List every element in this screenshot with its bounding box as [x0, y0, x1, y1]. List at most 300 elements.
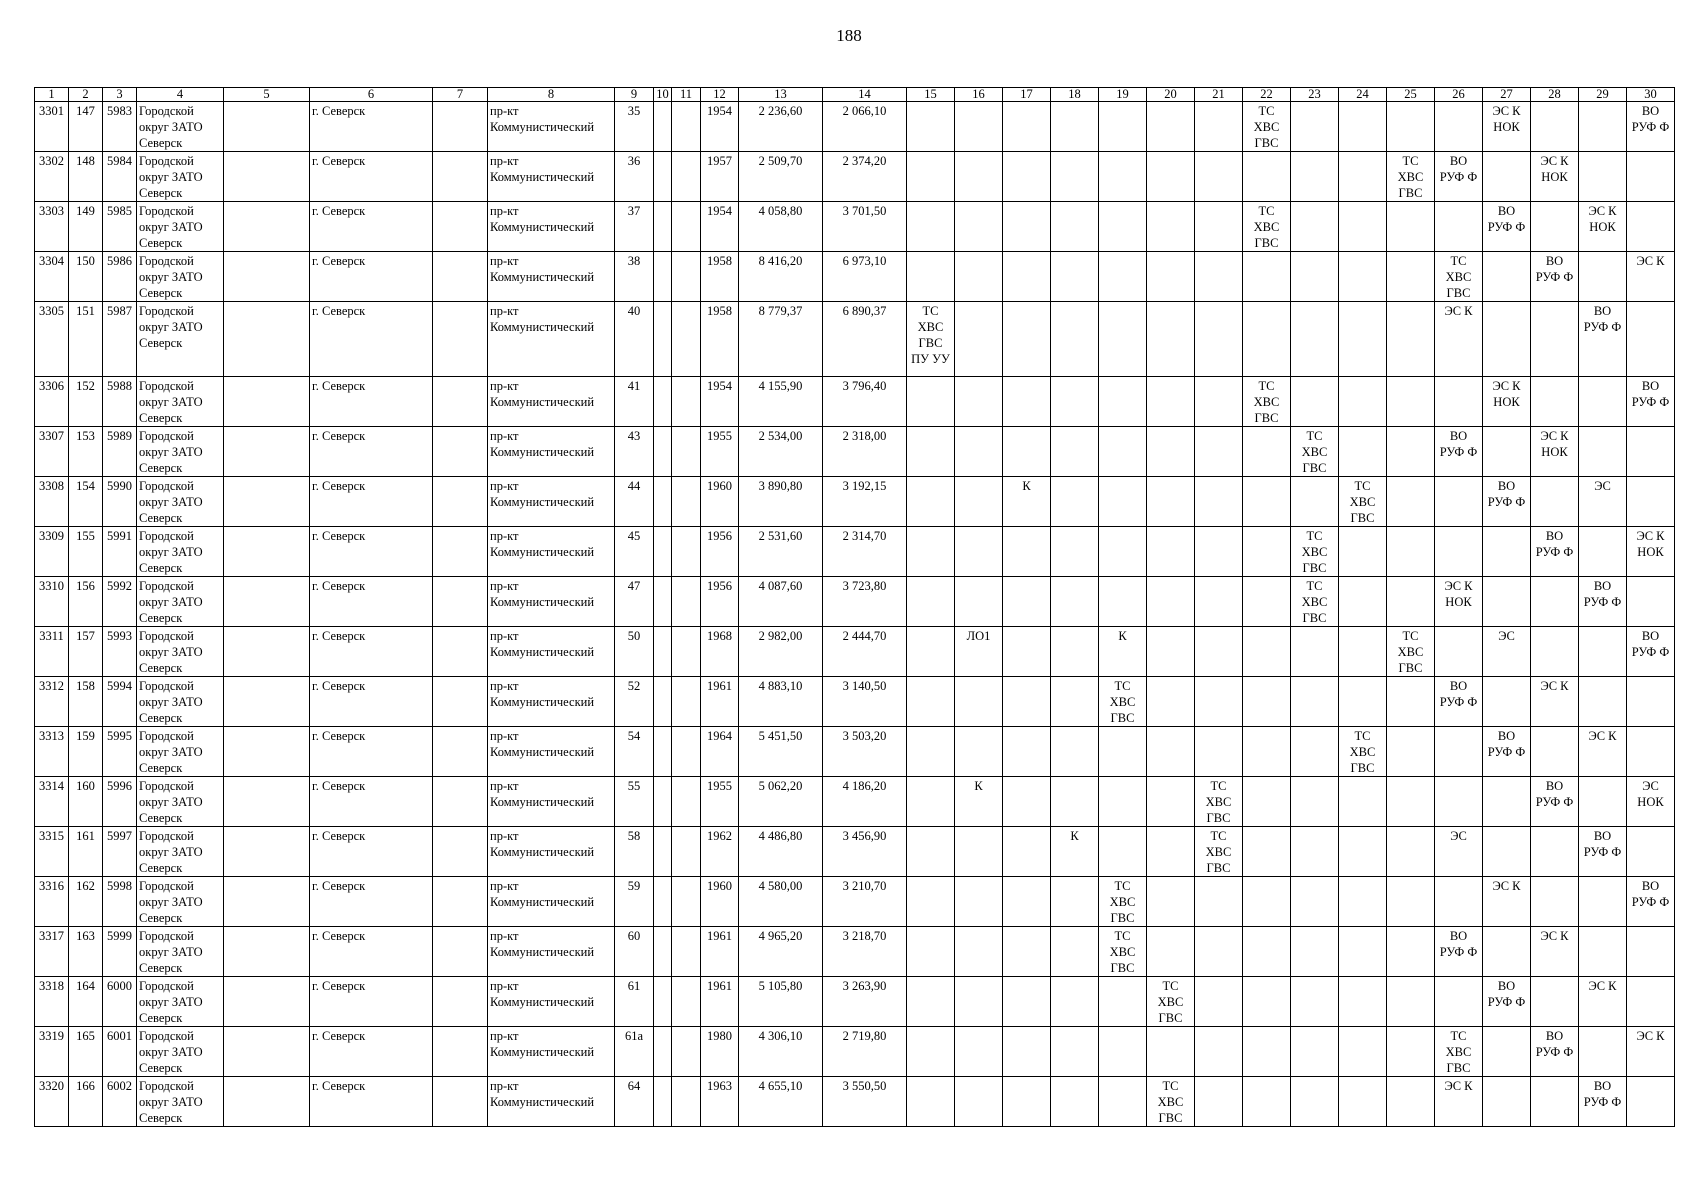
cell-col-14: 3 503,20 [823, 727, 907, 777]
cell-col-16 [955, 302, 1003, 377]
cell-col-21 [1195, 302, 1243, 377]
cell-col-25 [1387, 102, 1435, 152]
cell-col-11 [672, 1077, 701, 1127]
cell-col-20 [1147, 727, 1195, 777]
cell-col-18 [1051, 1027, 1099, 1077]
cell-col-20 [1147, 152, 1195, 202]
cell-col-22 [1243, 727, 1291, 777]
cell-col-7 [433, 877, 488, 927]
cell-col-11 [672, 477, 701, 527]
cell-col-25 [1387, 527, 1435, 577]
cell-col-16 [955, 427, 1003, 477]
cell-col-12: 1962 [701, 827, 739, 877]
cell-col-23: ТС ХВС ГВС [1291, 527, 1339, 577]
cell-col-9: 38 [615, 252, 654, 302]
cell-col-12: 1954 [701, 102, 739, 152]
cell-col-26 [1435, 877, 1483, 927]
cell-col-2: 166 [69, 1077, 103, 1127]
cell-col-10 [654, 977, 672, 1027]
cell-col-16: К [955, 777, 1003, 827]
cell-col-3: 5991 [103, 527, 137, 577]
cell-col-18 [1051, 677, 1099, 727]
cell-col-26: ЭС [1435, 827, 1483, 877]
cell-col-13: 4 883,10 [739, 677, 823, 727]
cell-col-25 [1387, 477, 1435, 527]
cell-col-9: 35 [615, 102, 654, 152]
cell-col-19: ТС ХВС ГВС [1099, 877, 1147, 927]
cell-col-24 [1339, 927, 1387, 977]
cell-col-9: 59 [615, 877, 654, 927]
cell-col-27 [1483, 302, 1531, 377]
cell-col-28: ВО РУФ Ф [1531, 252, 1579, 302]
table-row [35, 202, 1675, 252]
cell-col-4: Городской округ ЗАТО Северск [137, 427, 224, 477]
cell-col-21 [1195, 102, 1243, 152]
cell-col-13: 4 965,20 [739, 927, 823, 977]
table-row [35, 1077, 1675, 1127]
page-number: 188 [836, 26, 862, 45]
cell-col-19 [1099, 1027, 1147, 1077]
cell-col-6: г. Северск [310, 827, 433, 877]
cell-col-15 [907, 727, 955, 777]
cell-col-5 [224, 252, 310, 302]
cell-col-1: 3315 [35, 827, 69, 877]
cell-col-24 [1339, 102, 1387, 152]
cell-col-30: ВО РУФ Ф [1627, 377, 1675, 427]
cell-col-6: г. Северск [310, 877, 433, 927]
cell-col-30 [1627, 677, 1675, 727]
cell-col-29 [1579, 627, 1627, 677]
cell-col-29 [1579, 252, 1627, 302]
cell-col-14: 4 186,20 [823, 777, 907, 827]
cell-col-14: 3 796,40 [823, 377, 907, 427]
cell-col-4: Городской округ ЗАТО Северск [137, 1077, 224, 1127]
cell-col-2: 155 [69, 527, 103, 577]
cell-col-11 [672, 877, 701, 927]
cell-col-30: ВО РУФ Ф [1627, 102, 1675, 152]
cell-col-8: пр-кт Коммунистический [488, 727, 615, 777]
header-col-2: 2 [69, 88, 103, 102]
cell-col-3: 5985 [103, 202, 137, 252]
cell-col-15: ТС ХВС ГВС ПУ УУ [907, 302, 955, 377]
cell-col-16 [955, 152, 1003, 202]
cell-col-26: ТС ХВС ГВС [1435, 252, 1483, 302]
cell-col-12: 1980 [701, 1027, 739, 1077]
cell-col-23 [1291, 627, 1339, 677]
cell-col-14: 2 318,00 [823, 427, 907, 477]
cell-col-19 [1099, 102, 1147, 152]
cell-col-23 [1291, 927, 1339, 977]
cell-col-10 [654, 252, 672, 302]
cell-col-9: 58 [615, 827, 654, 877]
cell-col-21: ТС ХВС ГВС [1195, 827, 1243, 877]
cell-col-29: ВО РУФ Ф [1579, 827, 1627, 877]
cell-col-11 [672, 377, 701, 427]
cell-col-1: 3312 [35, 677, 69, 727]
cell-col-10 [654, 202, 672, 252]
cell-col-17 [1003, 627, 1051, 677]
cell-col-8: пр-кт Коммунистический [488, 252, 615, 302]
cell-col-30: ЭС К [1627, 1027, 1675, 1077]
cell-col-13: 4 058,80 [739, 202, 823, 252]
cell-col-29: ЭС К НОК [1579, 202, 1627, 252]
cell-col-7 [433, 202, 488, 252]
cell-col-19 [1099, 252, 1147, 302]
cell-col-13: 4 306,10 [739, 1027, 823, 1077]
cell-col-18 [1051, 477, 1099, 527]
cell-col-16 [955, 252, 1003, 302]
cell-col-6: г. Северск [310, 152, 433, 202]
cell-col-21: ТС ХВС ГВС [1195, 777, 1243, 827]
cell-col-17 [1003, 1027, 1051, 1077]
cell-col-23 [1291, 302, 1339, 377]
cell-col-30: ЭС НОК [1627, 777, 1675, 827]
cell-col-2: 163 [69, 927, 103, 977]
cell-col-15 [907, 377, 955, 427]
cell-col-8: пр-кт Коммунистический [488, 202, 615, 252]
cell-col-17 [1003, 777, 1051, 827]
cell-col-11 [672, 627, 701, 677]
header-col-29: 29 [1579, 88, 1627, 102]
cell-col-8: пр-кт Коммунистический [488, 927, 615, 977]
cell-col-26: ВО РУФ Ф [1435, 152, 1483, 202]
cell-col-20 [1147, 527, 1195, 577]
cell-col-21 [1195, 427, 1243, 477]
cell-col-10 [654, 677, 672, 727]
cell-col-11 [672, 302, 701, 377]
table-row [35, 102, 1675, 152]
cell-col-24 [1339, 527, 1387, 577]
cell-col-21 [1195, 152, 1243, 202]
cell-col-13: 2 534,00 [739, 427, 823, 477]
cell-col-6: г. Северск [310, 302, 433, 377]
cell-col-22 [1243, 1027, 1291, 1077]
cell-col-8: пр-кт Коммунистический [488, 627, 615, 677]
cell-col-19 [1099, 202, 1147, 252]
cell-col-4: Городской округ ЗАТО Северск [137, 727, 224, 777]
cell-col-7 [433, 577, 488, 627]
cell-col-27 [1483, 577, 1531, 627]
cell-col-11 [672, 777, 701, 827]
cell-col-24 [1339, 427, 1387, 477]
cell-col-10 [654, 377, 672, 427]
cell-col-27 [1483, 1027, 1531, 1077]
cell-col-3: 5986 [103, 252, 137, 302]
header-col-5: 5 [224, 88, 310, 102]
cell-col-9: 60 [615, 927, 654, 977]
cell-col-24 [1339, 677, 1387, 727]
cell-col-4: Городской округ ЗАТО Северск [137, 477, 224, 527]
cell-col-9: 64 [615, 1077, 654, 1127]
cell-col-18 [1051, 627, 1099, 677]
cell-col-19 [1099, 527, 1147, 577]
cell-col-14: 3 550,50 [823, 1077, 907, 1127]
cell-col-15 [907, 252, 955, 302]
cell-col-25 [1387, 827, 1435, 877]
cell-col-12: 1954 [701, 377, 739, 427]
cell-col-9: 37 [615, 202, 654, 252]
cell-col-21 [1195, 477, 1243, 527]
table-row [35, 627, 1675, 677]
cell-col-24 [1339, 827, 1387, 877]
table-row [35, 252, 1675, 302]
cell-col-26: ВО РУФ Ф [1435, 677, 1483, 727]
cell-col-17 [1003, 102, 1051, 152]
cell-col-17 [1003, 977, 1051, 1027]
cell-col-9: 41 [615, 377, 654, 427]
cell-col-11 [672, 977, 701, 1027]
cell-col-24: ТС ХВС ГВС [1339, 477, 1387, 527]
cell-col-27 [1483, 827, 1531, 877]
cell-col-26: ЭС К [1435, 1077, 1483, 1127]
cell-col-4: Городской округ ЗАТО Северск [137, 102, 224, 152]
cell-col-22 [1243, 877, 1291, 927]
cell-col-30 [1627, 577, 1675, 627]
cell-col-17 [1003, 1077, 1051, 1127]
cell-col-13: 4 155,90 [739, 377, 823, 427]
cell-col-17 [1003, 677, 1051, 727]
table-row [35, 777, 1675, 827]
cell-col-2: 159 [69, 727, 103, 777]
cell-col-16 [955, 202, 1003, 252]
cell-col-15 [907, 1027, 955, 1077]
cell-col-2: 161 [69, 827, 103, 877]
cell-col-22 [1243, 577, 1291, 627]
cell-col-4: Городской округ ЗАТО Северск [137, 302, 224, 377]
cell-col-7 [433, 927, 488, 977]
cell-col-20 [1147, 102, 1195, 152]
cell-col-3: 5984 [103, 152, 137, 202]
cell-col-27 [1483, 1077, 1531, 1127]
cell-col-20: ТС ХВС ГВС [1147, 977, 1195, 1027]
cell-col-7 [433, 302, 488, 377]
cell-col-16 [955, 727, 1003, 777]
cell-col-21 [1195, 202, 1243, 252]
table-row [35, 477, 1675, 527]
cell-col-23 [1291, 377, 1339, 427]
cell-col-2: 147 [69, 102, 103, 152]
cell-col-10 [654, 527, 672, 577]
cell-col-22 [1243, 1077, 1291, 1127]
cell-col-6: г. Северск [310, 927, 433, 977]
cell-col-1: 3310 [35, 577, 69, 627]
cell-col-22: ТС ХВС ГВС [1243, 377, 1291, 427]
cell-col-23 [1291, 152, 1339, 202]
cell-col-15 [907, 777, 955, 827]
header-col-15: 15 [907, 88, 955, 102]
cell-col-30 [1627, 427, 1675, 477]
cell-col-15 [907, 577, 955, 627]
header-col-18: 18 [1051, 88, 1099, 102]
cell-col-28 [1531, 202, 1579, 252]
cell-col-3: 5996 [103, 777, 137, 827]
cell-col-8: пр-кт Коммунистический [488, 1027, 615, 1077]
cell-col-20 [1147, 1027, 1195, 1077]
cell-col-10 [654, 302, 672, 377]
cell-col-18 [1051, 727, 1099, 777]
cell-col-24 [1339, 1027, 1387, 1077]
cell-col-5 [224, 477, 310, 527]
cell-col-23 [1291, 1077, 1339, 1127]
cell-col-6: г. Северск [310, 202, 433, 252]
cell-col-3: 5998 [103, 877, 137, 927]
cell-col-23 [1291, 202, 1339, 252]
cell-col-2: 165 [69, 1027, 103, 1077]
cell-col-5 [224, 1077, 310, 1127]
cell-col-6: г. Северск [310, 627, 433, 677]
cell-col-26: ВО РУФ Ф [1435, 927, 1483, 977]
cell-col-18 [1051, 427, 1099, 477]
cell-col-5 [224, 977, 310, 1027]
cell-col-18 [1051, 877, 1099, 927]
cell-col-6: г. Северск [310, 1027, 433, 1077]
header-col-10: 10 [654, 88, 672, 102]
header-col-8: 8 [488, 88, 615, 102]
cell-col-20 [1147, 477, 1195, 527]
cell-col-15 [907, 927, 955, 977]
cell-col-21 [1195, 1027, 1243, 1077]
cell-col-29 [1579, 677, 1627, 727]
cell-col-4: Городской округ ЗАТО Северск [137, 152, 224, 202]
cell-col-5 [224, 727, 310, 777]
cell-col-23 [1291, 1027, 1339, 1077]
header-col-21: 21 [1195, 88, 1243, 102]
table-row [35, 1027, 1675, 1077]
cell-col-21 [1195, 977, 1243, 1027]
header-col-9: 9 [615, 88, 654, 102]
cell-col-10 [654, 627, 672, 677]
cell-col-13: 2 531,60 [739, 527, 823, 577]
cell-col-23 [1291, 827, 1339, 877]
cell-col-21 [1195, 252, 1243, 302]
cell-col-29 [1579, 427, 1627, 477]
cell-col-28 [1531, 727, 1579, 777]
cell-col-24 [1339, 202, 1387, 252]
cell-col-8: пр-кт Коммунистический [488, 102, 615, 152]
cell-col-15 [907, 877, 955, 927]
cell-col-30: ЭС К [1627, 252, 1675, 302]
cell-col-20 [1147, 827, 1195, 877]
cell-col-16 [955, 827, 1003, 877]
cell-col-24: ТС ХВС ГВС [1339, 727, 1387, 777]
cell-col-5 [224, 302, 310, 377]
cell-col-17 [1003, 577, 1051, 627]
cell-col-26 [1435, 102, 1483, 152]
cell-col-11 [672, 527, 701, 577]
cell-col-14: 2 444,70 [823, 627, 907, 677]
cell-col-29: ВО РУФ Ф [1579, 1077, 1627, 1127]
cell-col-8: пр-кт Коммунистический [488, 302, 615, 377]
cell-col-12: 1960 [701, 477, 739, 527]
cell-col-19 [1099, 302, 1147, 377]
cell-col-10 [654, 1027, 672, 1077]
header-col-27: 27 [1483, 88, 1531, 102]
cell-col-3: 5999 [103, 927, 137, 977]
header-col-26: 26 [1435, 88, 1483, 102]
cell-col-18 [1051, 102, 1099, 152]
cell-col-8: пр-кт Коммунистический [488, 377, 615, 427]
cell-col-11 [672, 1027, 701, 1077]
cell-col-17: К [1003, 477, 1051, 527]
cell-col-26 [1435, 727, 1483, 777]
cell-col-4: Городской округ ЗАТО Северск [137, 377, 224, 427]
table-row [35, 152, 1675, 202]
cell-col-1: 3318 [35, 977, 69, 1027]
cell-col-26: ЭС К [1435, 302, 1483, 377]
cell-col-12: 1957 [701, 152, 739, 202]
cell-col-13: 8 779,37 [739, 302, 823, 377]
cell-col-24 [1339, 252, 1387, 302]
cell-col-16 [955, 927, 1003, 977]
cell-col-5 [224, 377, 310, 427]
cell-col-16: ЛО1 [955, 627, 1003, 677]
cell-col-10 [654, 727, 672, 777]
cell-col-23 [1291, 777, 1339, 827]
cell-col-15 [907, 977, 955, 1027]
cell-col-12: 1961 [701, 677, 739, 727]
cell-col-21 [1195, 577, 1243, 627]
cell-col-15 [907, 527, 955, 577]
cell-col-11 [672, 727, 701, 777]
header-col-1: 1 [35, 88, 69, 102]
cell-col-2: 148 [69, 152, 103, 202]
cell-col-3: 5988 [103, 377, 137, 427]
cell-col-17 [1003, 877, 1051, 927]
cell-col-9: 40 [615, 302, 654, 377]
cell-col-14: 2 314,70 [823, 527, 907, 577]
cell-col-2: 162 [69, 877, 103, 927]
cell-col-10 [654, 427, 672, 477]
cell-col-1: 3304 [35, 252, 69, 302]
cell-col-4: Городской округ ЗАТО Северск [137, 977, 224, 1027]
cell-col-2: 154 [69, 477, 103, 527]
cell-col-24 [1339, 577, 1387, 627]
cell-col-1: 3302 [35, 152, 69, 202]
cell-col-14: 2 066,10 [823, 102, 907, 152]
cell-col-20 [1147, 677, 1195, 727]
cell-col-14: 3 701,50 [823, 202, 907, 252]
cell-col-29: ВО РУФ Ф [1579, 302, 1627, 377]
cell-col-22 [1243, 302, 1291, 377]
cell-col-20 [1147, 777, 1195, 827]
cell-col-12: 1956 [701, 527, 739, 577]
cell-col-19 [1099, 1077, 1147, 1127]
cell-col-13: 3 890,80 [739, 477, 823, 527]
cell-col-8: пр-кт Коммунистический [488, 527, 615, 577]
cell-col-26: ЭС К НОК [1435, 577, 1483, 627]
cell-col-1: 3308 [35, 477, 69, 527]
cell-col-8: пр-кт Коммунистический [488, 477, 615, 527]
cell-col-2: 153 [69, 427, 103, 477]
cell-col-25 [1387, 377, 1435, 427]
cell-col-22 [1243, 927, 1291, 977]
table-row [35, 677, 1675, 727]
cell-col-12: 1955 [701, 427, 739, 477]
cell-col-1: 3319 [35, 1027, 69, 1077]
header-col-30: 30 [1627, 88, 1675, 102]
cell-col-25 [1387, 202, 1435, 252]
cell-col-24 [1339, 877, 1387, 927]
cell-col-15 [907, 627, 955, 677]
cell-col-3: 5990 [103, 477, 137, 527]
cell-col-30 [1627, 927, 1675, 977]
cell-col-21 [1195, 627, 1243, 677]
header-col-7: 7 [433, 88, 488, 102]
cell-col-22 [1243, 827, 1291, 877]
cell-col-10 [654, 877, 672, 927]
cell-col-16 [955, 677, 1003, 727]
cell-col-23: ТС ХВС ГВС [1291, 427, 1339, 477]
